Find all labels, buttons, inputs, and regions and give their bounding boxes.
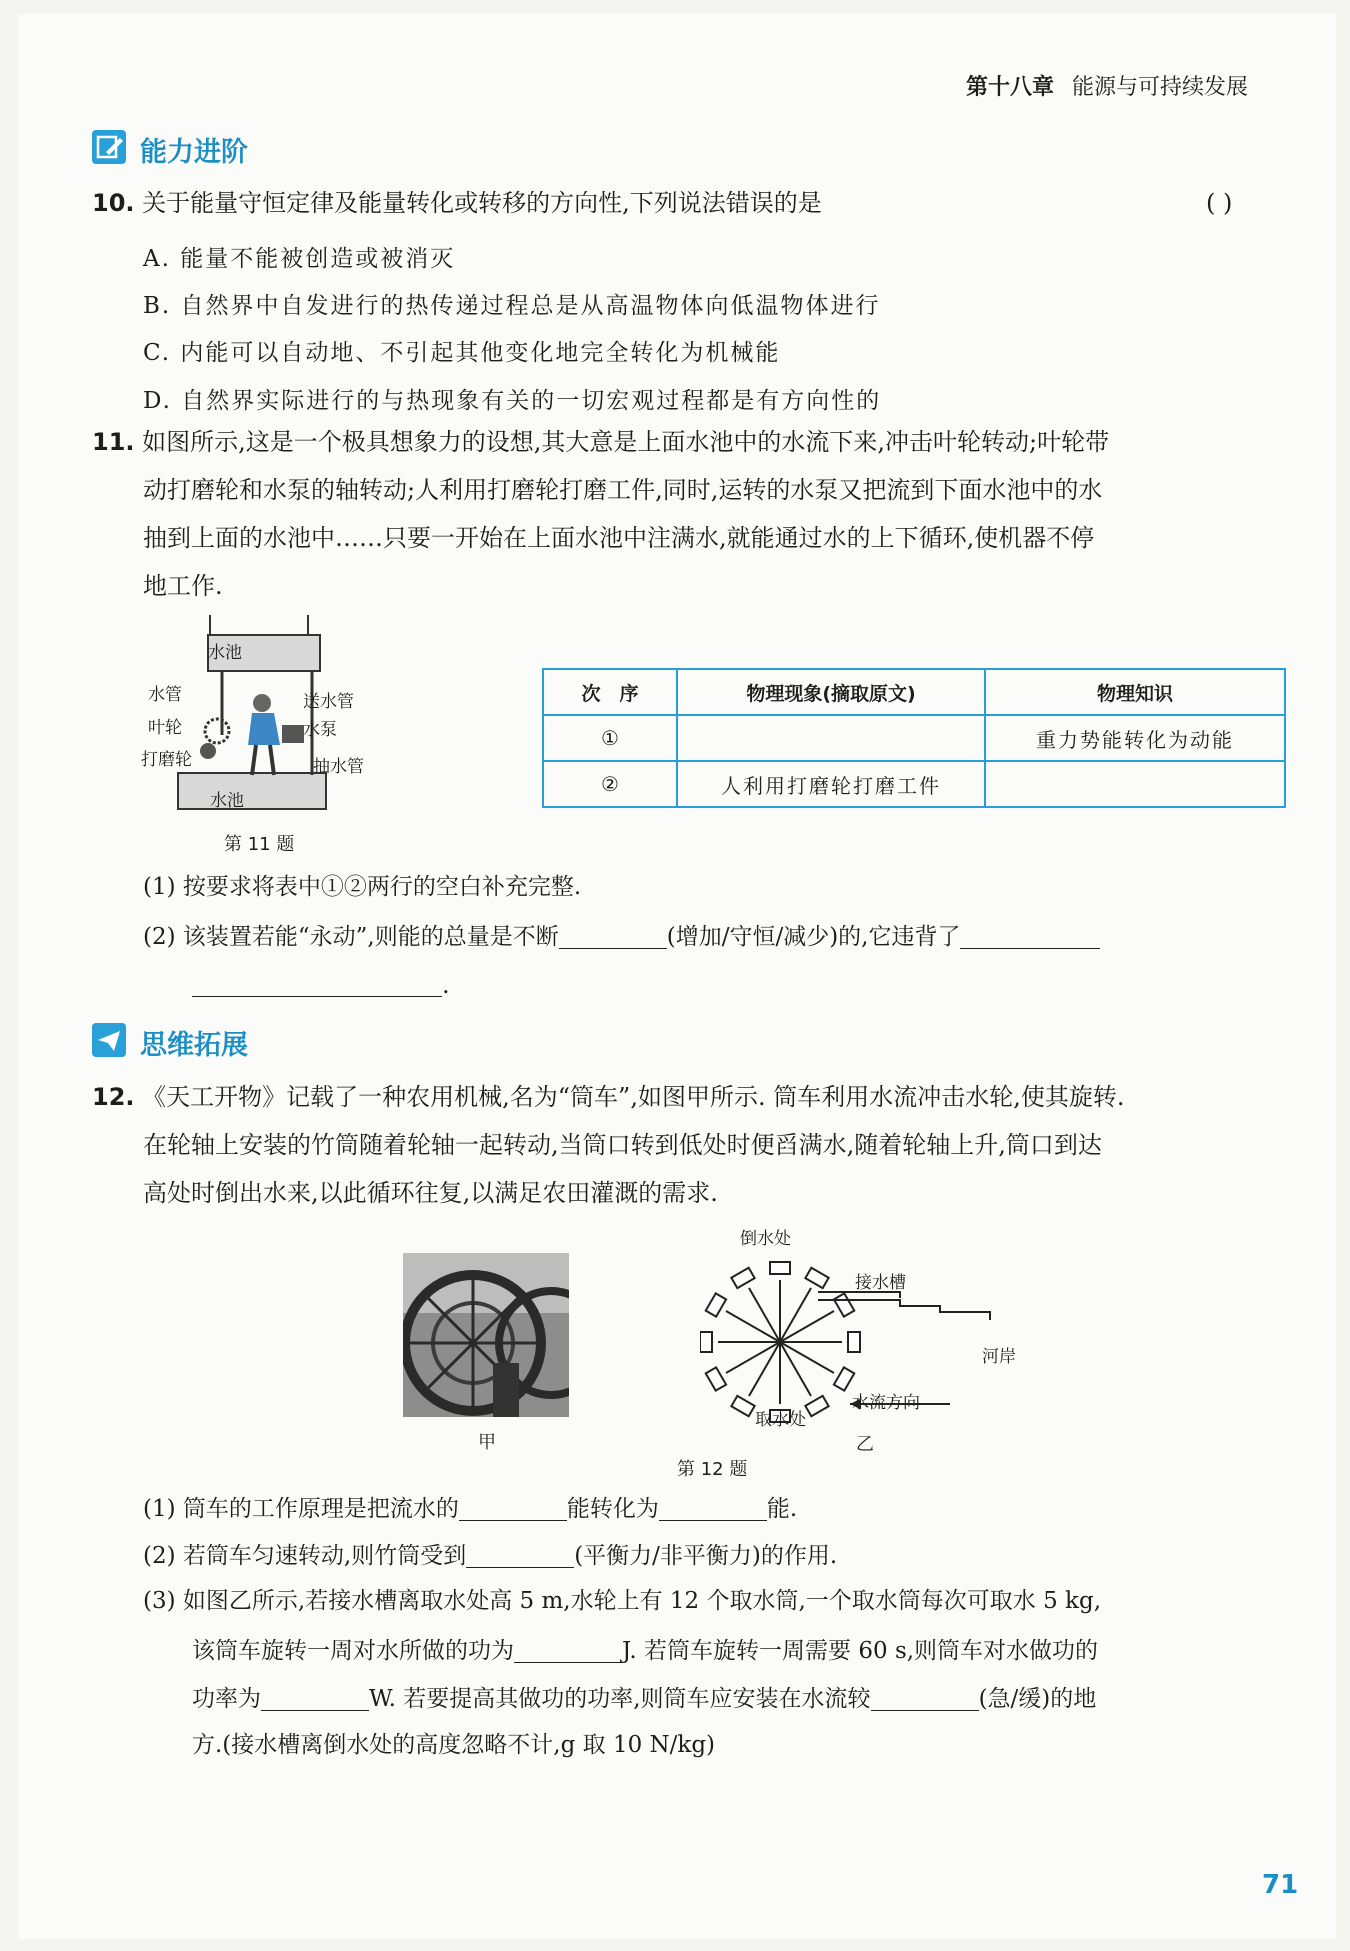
q12-line-3: 高处时倒出水来,以此循环往复,以满足农田灌溉的需求. [143,1179,718,1207]
q12-sub3-line4: 方.(接水槽离倒水处的高度忽略不计,g 取 10 N/kg) [192,1732,716,1758]
table-cell: ① [543,715,677,761]
answer-blank[interactable] [514,1638,622,1663]
table-header: 物理知识 [985,669,1285,715]
page-number: 71 [1262,1870,1299,1900]
pencil-icon [92,130,126,164]
label-intake-point: 取水处 [755,1410,806,1430]
q12-sub1-text: 能转化为 [566,1496,659,1522]
q12-line-2: 在轮轴上安装的竹筒随着轮轴一起转动,当筒口转到低处时便舀满水,随着轮轴上升,筒口到达 [143,1131,1102,1159]
label-top-pool: 水池 [208,643,242,663]
label-flow-direction: 水流方向 [852,1393,920,1413]
figure-12-caption: 第 12 题 [677,1459,748,1480]
q12-sub1-text: 能. [766,1496,798,1522]
paper-plane-icon [92,1023,126,1057]
answer-blank[interactable] [459,1496,567,1521]
table-cell: 人利用打磨轮打磨工件 [677,761,985,807]
q11-sub2 [143,924,1100,949]
q11-line-3: 抽到上面的水池中……只要一开始在上面水池中注满水,就能通过水的上下循环,使机器不停 [143,524,1095,552]
chapter-number: 第十八章 [966,75,1055,100]
table-header-row [543,669,1285,715]
table-row [543,761,1285,807]
physics-table [542,668,1286,808]
q10-stem-text: 关于能量守恒定律及能量转化或转移的方向性,下列说法错误的是 [142,189,822,217]
figure-yi-label: 乙 [856,1434,874,1455]
table-cell-blank[interactable] [677,715,985,761]
q11-line-4: 地工作. [143,572,223,600]
q12-sub3-line3 [192,1686,1096,1711]
label-pour-point: 倒水处 [740,1229,791,1249]
q11-line-1 [92,430,1109,454]
table-cell-blank[interactable] [985,761,1285,807]
q12-sub1 [143,1496,797,1521]
label-river-bank: 河岸 [982,1347,1016,1367]
label-bottom-pool: 水池 [210,791,244,811]
q10-option-a[interactable]: A. 能量不能被创造或被消灭 [143,246,456,272]
label-pump: 水泵 [303,720,337,740]
q11-sub2-text: (增加/守恒/减少)的,它违背了 [666,924,961,950]
q10-answer-bracket[interactable]: ( ) [1206,189,1233,217]
q12-sub3-text: 该筒车旋转一周对水所做的功为 [192,1638,514,1664]
q11-text: 如图所示,这是一个极具想象力的设想,其大意是上面水池中的水流下来,冲击叶轮转动;叶轮带 [142,428,1110,456]
table-cell: 重力势能转化为动能 [985,715,1285,761]
q11-sub2-cont [192,972,450,997]
label-suction-pipe: 抽水管 [313,757,364,777]
q12-text: 《天工开物》记载了一种农用机械,名为“筒车”,如图甲所示. 筒车利用水流冲击水轮,使其旋转. [142,1083,1125,1111]
label-grinder: 打磨轮 [141,750,192,770]
table-header: 物理现象(摘取原文) [677,669,985,715]
q12-sub3-text: J. 若筒车旋转一周需要 60 s,则筒车对水做功的 [622,1638,1099,1664]
answer-blank[interactable] [192,972,442,997]
label-water-pipe: 水管 [148,685,182,705]
waterwheel-photo [403,1253,569,1417]
q12-sub3-text: W. 若要提高其做功的功率,则筒车应安装在水流较 [369,1686,871,1712]
answer-blank[interactable] [960,924,1100,949]
figure-jia-label: 甲 [478,1432,496,1453]
answer-blank[interactable] [871,1686,979,1711]
q12-sub3-text: (急/缓)的地 [978,1686,1097,1712]
q12-sub3-line2 [192,1638,1098,1663]
q10-option-d[interactable]: D. 自然界实际进行的与热现象有关的一切宏观过程都是有方向性的 [143,388,882,414]
label-supply-pipe: 送水管 [303,692,354,712]
table-cell: ② [543,761,677,807]
q11-line-2: 动打磨轮和水泵的轴转动;人利用打磨轮打磨工件,同时,运转的水泵又把流到下面水池中的水 [143,476,1103,504]
label-water-trough: 接水槽 [855,1273,906,1293]
q12-sub2-text: (2) 若筒车匀速转动,则竹筒受到 [143,1543,467,1569]
q10-option-c[interactable]: C. 内能可以自动地、不引起其他变化地完全转化为机械能 [143,340,781,366]
answer-blank[interactable] [659,1496,767,1521]
q12-sub3-line1: (3) 如图乙所示,若接水槽离取水处高 5 m,水轮上有 12 个取水筒,一个取水筒每次可取水 5 kg, [143,1588,1102,1614]
q11-sub2-text: (2) 该装置若能“永动”,则能的总量是不断 [143,924,559,950]
q11-sub1: (1) 按要求将表中①②两行的空白补充完整. [143,874,582,900]
q10-option-b[interactable]: B. 自然界中自发进行的热传递过程总是从高温物体向低温物体进行 [143,293,881,319]
chapter-title: 能源与可持续发展 [1072,75,1249,100]
section-title-ability: 能力进阶 [140,137,248,168]
q12-sub2-text: (平衡力/非平衡力)的作用. [574,1543,838,1569]
answer-blank[interactable] [559,924,667,949]
q11-number: 11. [92,428,135,456]
q12-number: 12. [92,1083,135,1111]
section-title-thinking: 思维拓展 [140,1030,248,1061]
answer-blank[interactable] [466,1543,574,1568]
q12-line-1 [92,1085,1124,1109]
q11-sub2-end: . [442,971,450,999]
answer-blank[interactable] [261,1686,369,1711]
q10-number: 10. [92,189,135,217]
label-impeller: 叶轮 [148,718,182,738]
q12-sub1-text: (1) 筒车的工作原理是把流水的 [143,1496,459,1522]
table-row [543,715,1285,761]
figure-11-caption: 第 11 题 [224,834,295,855]
q10-stem [92,191,822,215]
chapter-header [966,70,1248,101]
q12-sub2 [143,1543,837,1568]
q12-sub3-text: 功率为 [192,1686,261,1712]
table-header: 次 序 [543,669,677,715]
